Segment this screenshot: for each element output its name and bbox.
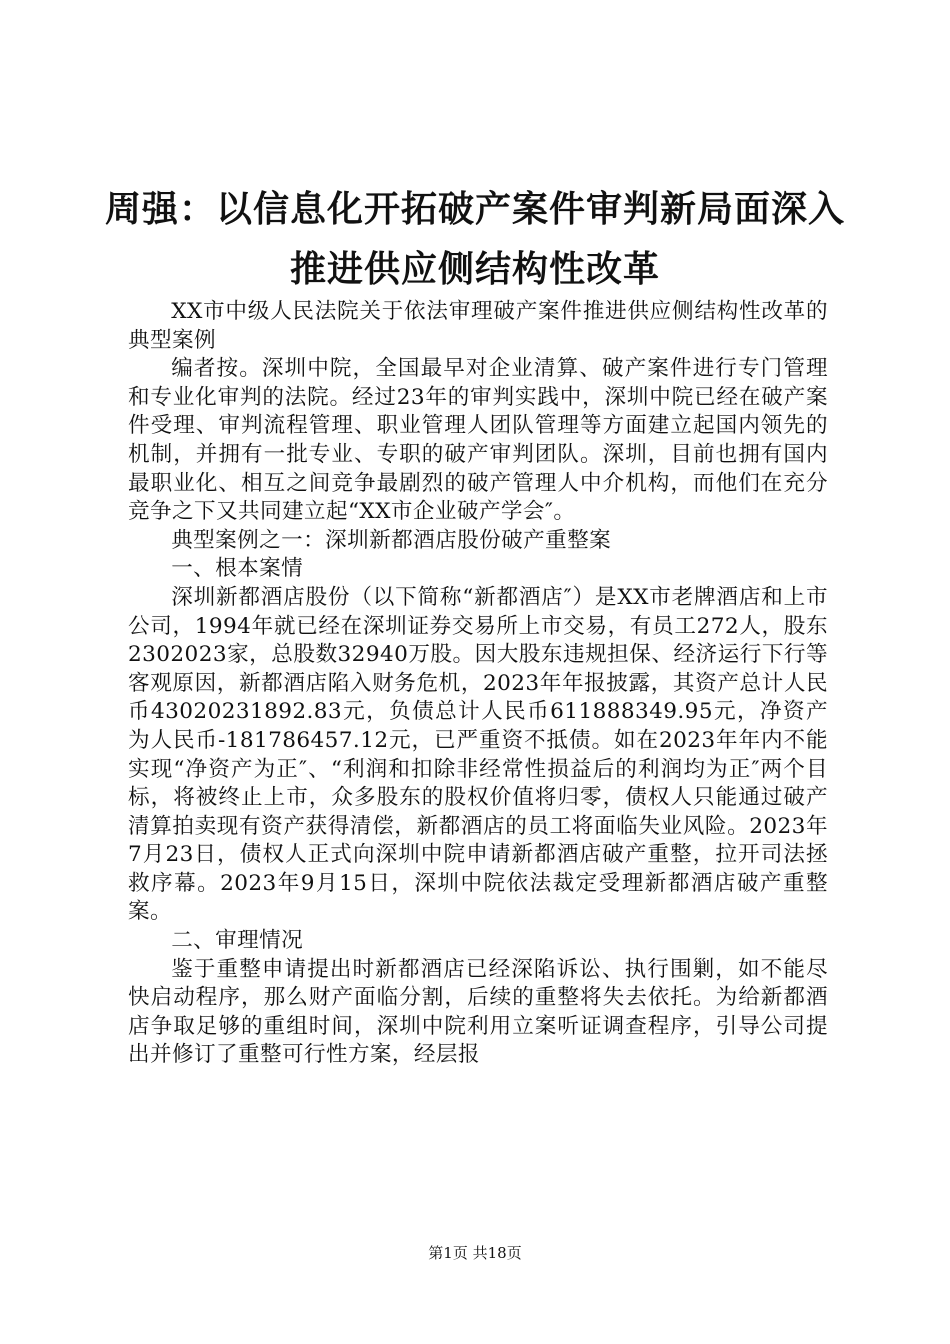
case-heading: 典型案例之一：深圳新都酒店股份破产重整案 [171,527,612,553]
editor-note-paragraph: 编者按。深圳中院，全国最早对企业清算、破产案件进行专门管理和专业化审判的法院。经过23年的审判实践中，深圳中院已经在破产案件受理、审判流程管理、职业管理人团队管理等方面建立起国内领先的机制，并拥有一批专业、专职的破产审判团队。深圳，目前也拥有国内最职业化、相互之间竞争最剧烈的破产管理人中介机构，而他们在充分竞争之下又共同建立起“XX市企业破产学会″。 [128,356,828,525]
section-heading-trial: 二、审理情况 [171,928,304,954]
page-number-footer: 第1页 共18页 [428,1244,522,1262]
document-title-line-2: 推进供应侧结构性改革 [289,249,660,290]
subtitle-paragraph: XX市中级人民法院关于依法审理破产案件推进供应侧结构性改革的典型案例 [128,299,828,353]
document-title-line-1: 周强：以信息化开拓破产案件审判新局面深入 [104,189,845,230]
trial-paragraph: 鉴于重整申请提出时新都酒店已经深陷诉讼、执行围剿，如不能尽快启动程序，那么财产面临分割，后续的重整将失去依托。为给新都酒店争取足够的重组时间，深圳中院利用立案听证调查程序，引导公司提出并修订了重整可行性方案，经层报 [128,956,828,1068]
document-body [128,298,828,1070]
basic-facts-paragraph: 深圳新都酒店股份（以下简称“新都酒店″）是XX市老牌酒店和上市公司，1994年就已经在深圳证券交易所上市交易，有员工272人，股东2302023家，总股数32940万股。因大股东违规担保、经济运行下行等客观原因，新都酒店陷入财务危机，2023年年报披露，其资产总计人民币43020231892.83元，负债总计人民币611888349.95元，净资产为人民币-181786457.12元，已严重资不抵债。如在2023年年内不能实现“净资产为正″、“利润和扣除非经常性损益后的利润均为正″两个目标，将被终止上市，众多股东的股权价值将归零，债权人只能通过破产清算拍卖现有资产获得清偿，新都酒店的员工将面临失业风险。2023年7月23日，债权人正式向深圳中院申请新都酒店破产重整，拉开司法拯救序幕。2023年9月15日，深圳中院依法裁定受理新都酒店破产重整案。 [128,584,828,925]
section-heading-basic-facts: 一、根本案情 [171,556,304,582]
